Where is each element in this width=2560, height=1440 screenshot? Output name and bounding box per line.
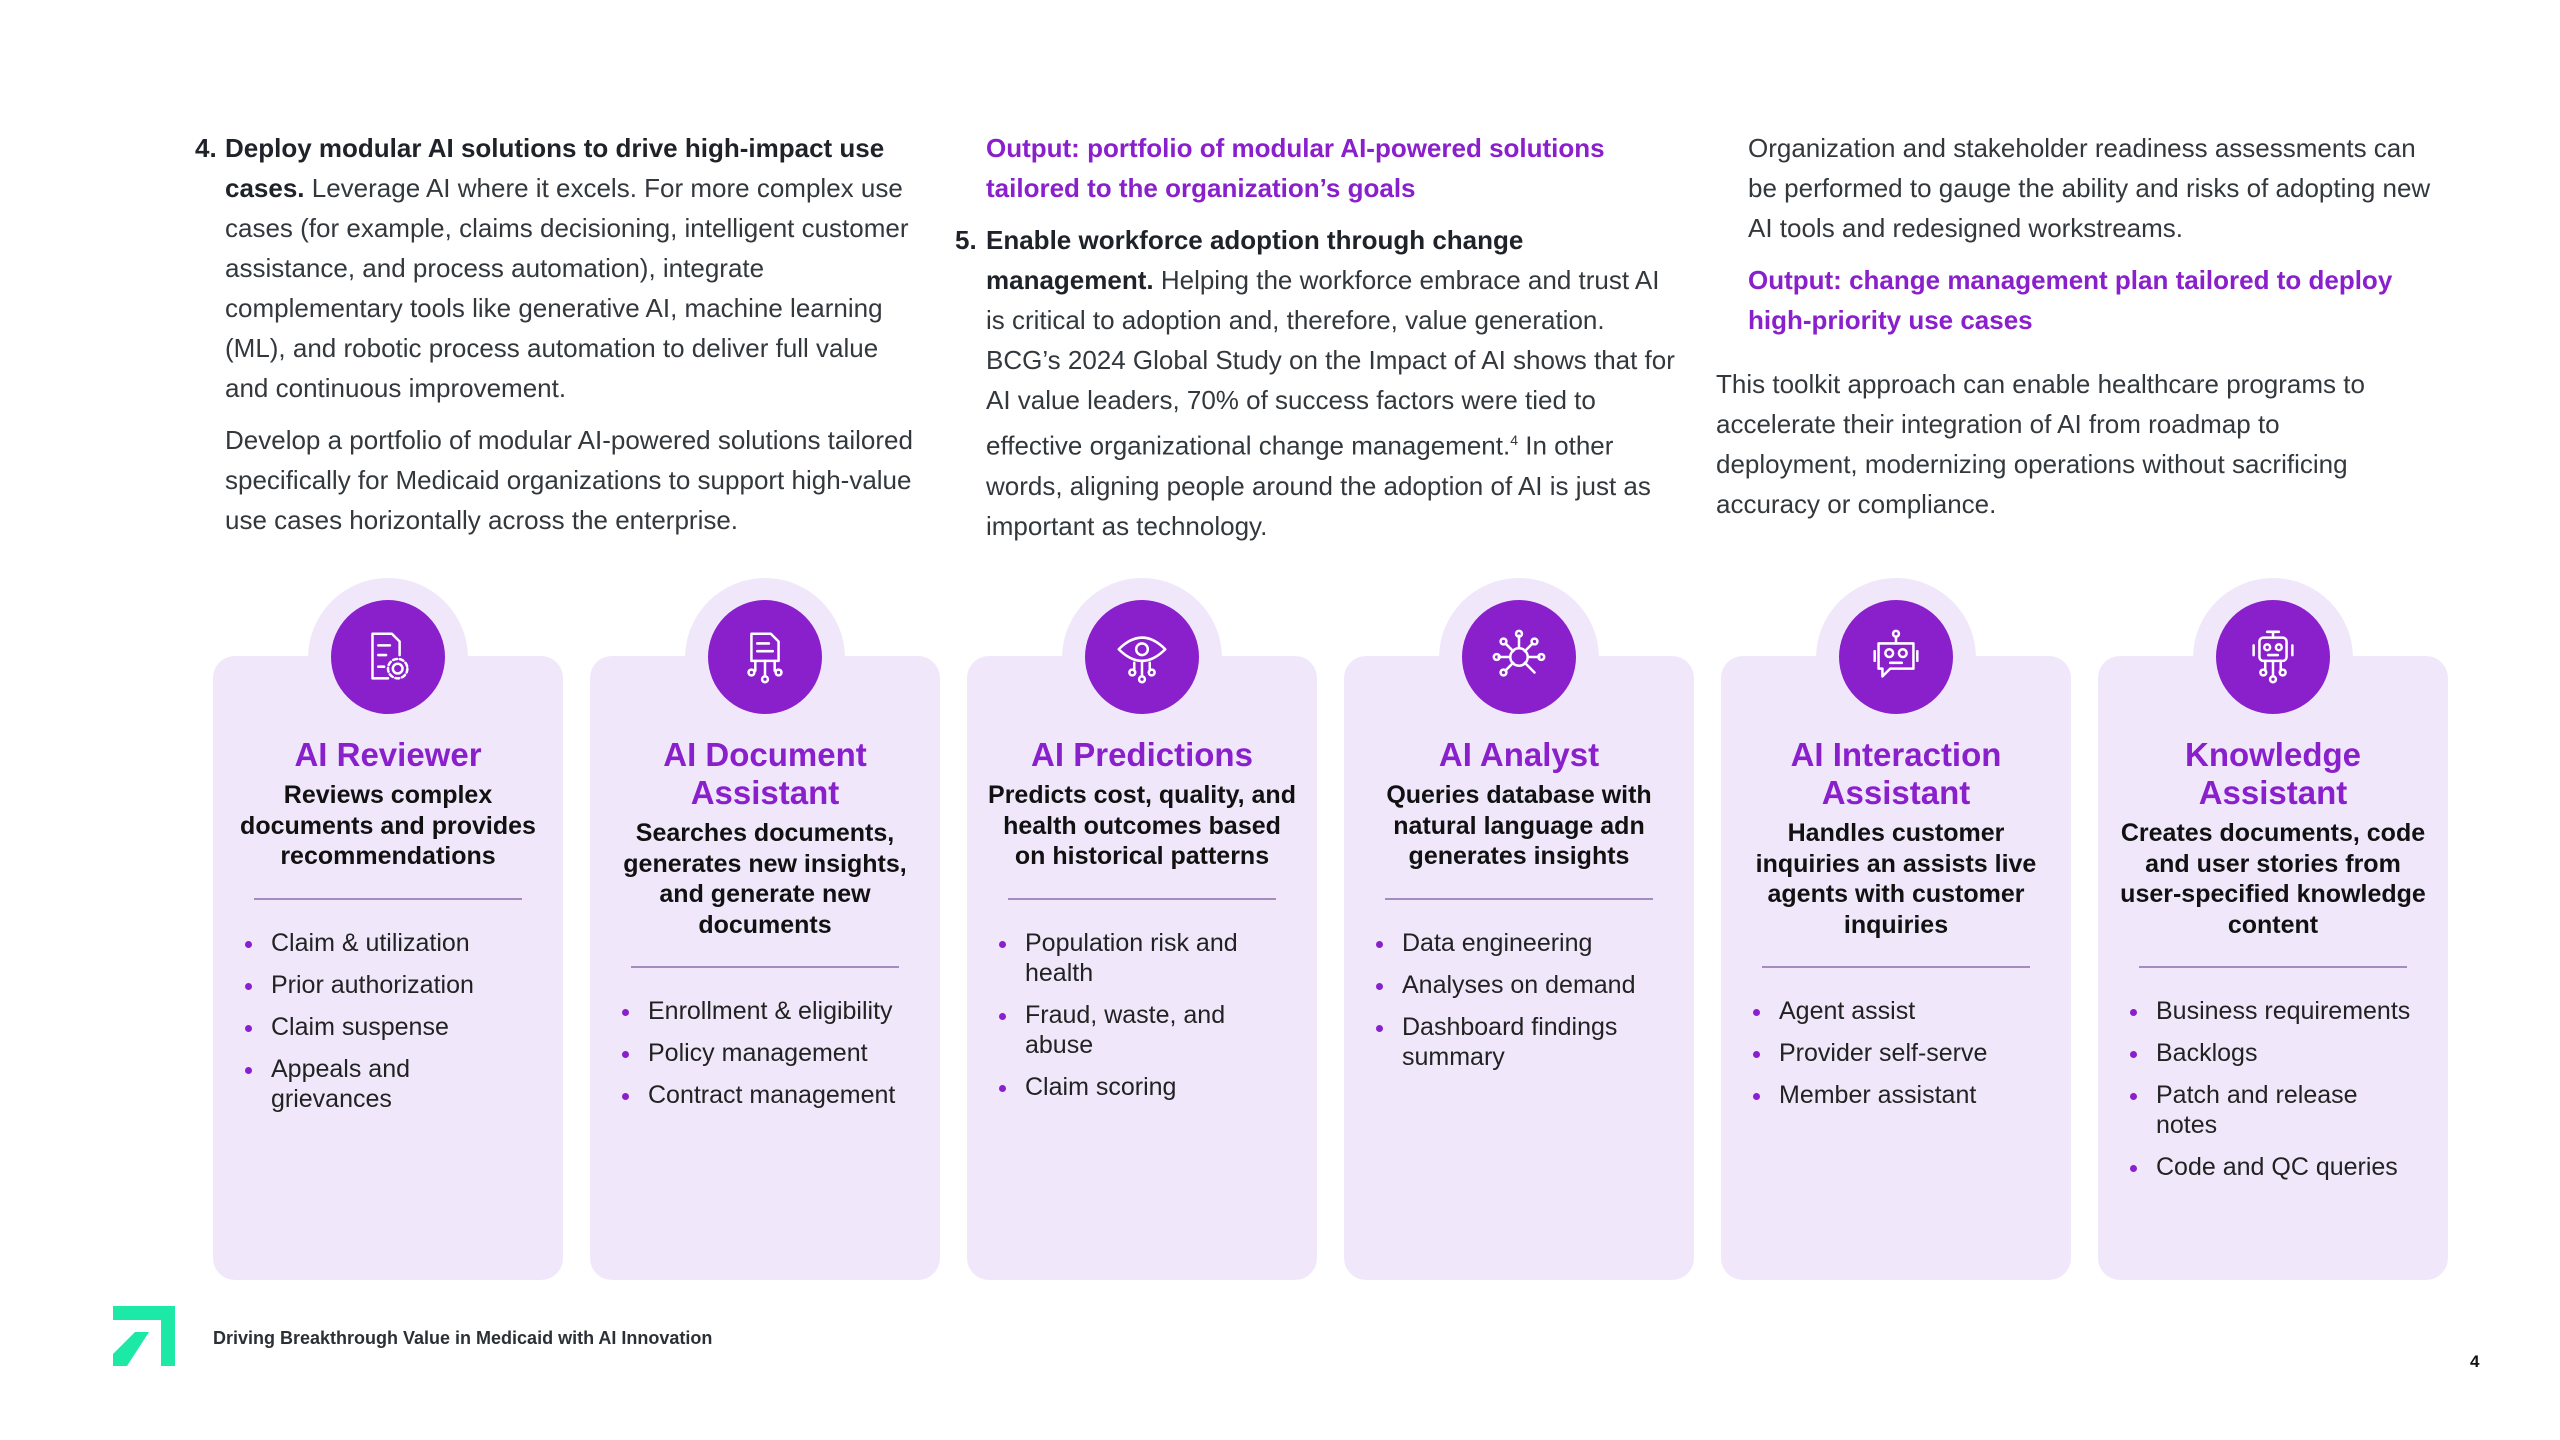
list-item: Analyses on demand	[1374, 970, 1664, 1000]
step-5-heading: Enable workforce adoption through change management.	[986, 225, 1524, 295]
eye-network-icon	[1085, 600, 1199, 714]
list-item: Business requirements	[2128, 996, 2418, 1026]
list-item: Fraud, waste, and abuse	[997, 1000, 1287, 1060]
card-divider	[1762, 966, 2030, 968]
card-description: Searches documents, generates new insights, and generate new documents	[623, 819, 907, 939]
card-divider	[631, 966, 899, 968]
logo-arrow-icon	[113, 1306, 175, 1366]
list-item: Prior authorization	[243, 970, 533, 1000]
list-item: Claim suspense	[243, 1012, 533, 1042]
card-use-cases	[1751, 996, 2041, 1122]
card-title: AI Interaction Assistant	[1790, 736, 2002, 811]
card-use-cases	[620, 996, 910, 1122]
solution-card	[1721, 656, 2071, 1280]
step-number: 5.	[955, 225, 977, 255]
card-description: Queries database with natural language adn generates insights	[1386, 781, 1652, 870]
card-title: Knowledge Assistant	[2184, 736, 2361, 811]
column-3	[1716, 128, 2446, 524]
list-item: Member assistant	[1751, 1080, 2041, 1110]
list-item: Data engineering	[1374, 928, 1664, 958]
footnote-ref[interactable]: 4	[1510, 432, 1518, 448]
card-title: AI Analyst	[1438, 736, 1600, 773]
toolkit-paragraph: This toolkit approach can enable healthcare programs to accelerate their integration of AI from roadmap to deployment, modernizing operations without sacrificing accuracy or compliance.	[1716, 369, 2365, 519]
card-title: AI Reviewer	[294, 736, 482, 773]
robot-network-icon	[2216, 600, 2330, 714]
list-item: Agent assist	[1751, 996, 2041, 1026]
list-item: Claim & utilization	[243, 928, 533, 958]
footer-title: Driving Breakthrough Value in Medicaid with AI Innovation	[213, 1328, 713, 1348]
list-item: Population risk and health	[997, 928, 1287, 988]
step-number: 4.	[195, 133, 217, 163]
readiness-paragraph: Organization and stakeholder readiness assessments can be performed to gauge the ability and risks of adopting new AI tools and redesigned workstreams.	[1748, 133, 2431, 243]
solution-card	[590, 656, 940, 1280]
solution-card	[213, 656, 563, 1280]
list-item: Patch and release notes	[2128, 1080, 2418, 1140]
card-divider	[2139, 966, 2407, 968]
card-divider	[1008, 898, 1276, 900]
step-4-paragraph	[225, 128, 925, 408]
list-item: Policy management	[620, 1038, 910, 1068]
card-description: Predicts cost, quality, and health outcomes based on historical patterns	[988, 781, 1296, 870]
list-item: Backlogs	[2128, 1038, 2418, 1068]
solution-card	[1344, 656, 1694, 1280]
document-network-icon	[708, 600, 822, 714]
output-statement: Output: change management plan tailored to deploy high-priority use cases	[1748, 265, 2393, 335]
card-use-cases	[997, 928, 1287, 1114]
list-item: Appeals and grievances	[243, 1054, 533, 1114]
card-description: Creates documents, code and user stories from user-specified knowledge content	[2120, 819, 2426, 939]
list-item: Claim scoring	[997, 1072, 1287, 1102]
column-1	[195, 128, 925, 540]
list-item: Dashboard findings summary	[1374, 1012, 1664, 1072]
card-title: AI Document Assistant	[663, 736, 867, 811]
list-item: Code and QC queries	[2128, 1152, 2418, 1182]
solution-card	[967, 656, 1317, 1280]
hub-search-icon	[1462, 600, 1576, 714]
card-title: AI Predictions	[1031, 736, 1253, 773]
output-statement: Output: portfolio of modular AI-powered solutions tailored to the organization’s goals	[986, 133, 1605, 203]
card-use-cases	[1374, 928, 1664, 1084]
step-4-body: Leverage AI where it excels. For more complex use cases (for example, claims decisioning, intelligent customer assistance, and process automation), integrate complementary tools like generative AI, machine learning (ML), and robotic process automation to deliver full value and continuous improvement.	[225, 173, 909, 403]
list-item: Provider self-serve	[1751, 1038, 2041, 1068]
card-description: Reviews complex documents and provides recommendations	[240, 781, 536, 870]
step-5-body: Helping the workforce embrace and trust AI is critical to adoption and, therefore, value generation. BCG’s 2024 Global Study on the Impact of AI shows that for AI value leaders, 70% of success factors were tied to effective organizational change management.	[986, 265, 1675, 461]
card-use-cases	[243, 928, 533, 1126]
step-5-paragraph	[986, 220, 1676, 546]
step-4-heading: Deploy modular AI solutions to drive high-impact use cases.	[225, 133, 885, 203]
chatbot-icon	[1839, 600, 1953, 714]
portfolio-paragraph: Develop a portfolio of modular AI-powered solutions tailored specifically for Medicaid organizations to support high-value use cases horizontally across the enterprise.	[225, 425, 913, 535]
solution-card	[2098, 656, 2448, 1280]
card-divider	[1385, 898, 1653, 900]
page-number: 4	[2470, 1352, 2480, 1371]
card-use-cases	[2128, 996, 2418, 1194]
card-divider	[254, 898, 522, 900]
step-5-body-end: In other words, aligning people around the adoption of AI is just as important as technology.	[986, 430, 1651, 541]
column-2	[955, 128, 1676, 546]
list-item: Enrollment & eligibility	[620, 996, 910, 1026]
card-description: Handles customer inquiries an assists live agents with customer inquiries	[1755, 819, 2037, 939]
document-gear-icon	[331, 600, 445, 714]
list-item: Contract management	[620, 1080, 910, 1110]
